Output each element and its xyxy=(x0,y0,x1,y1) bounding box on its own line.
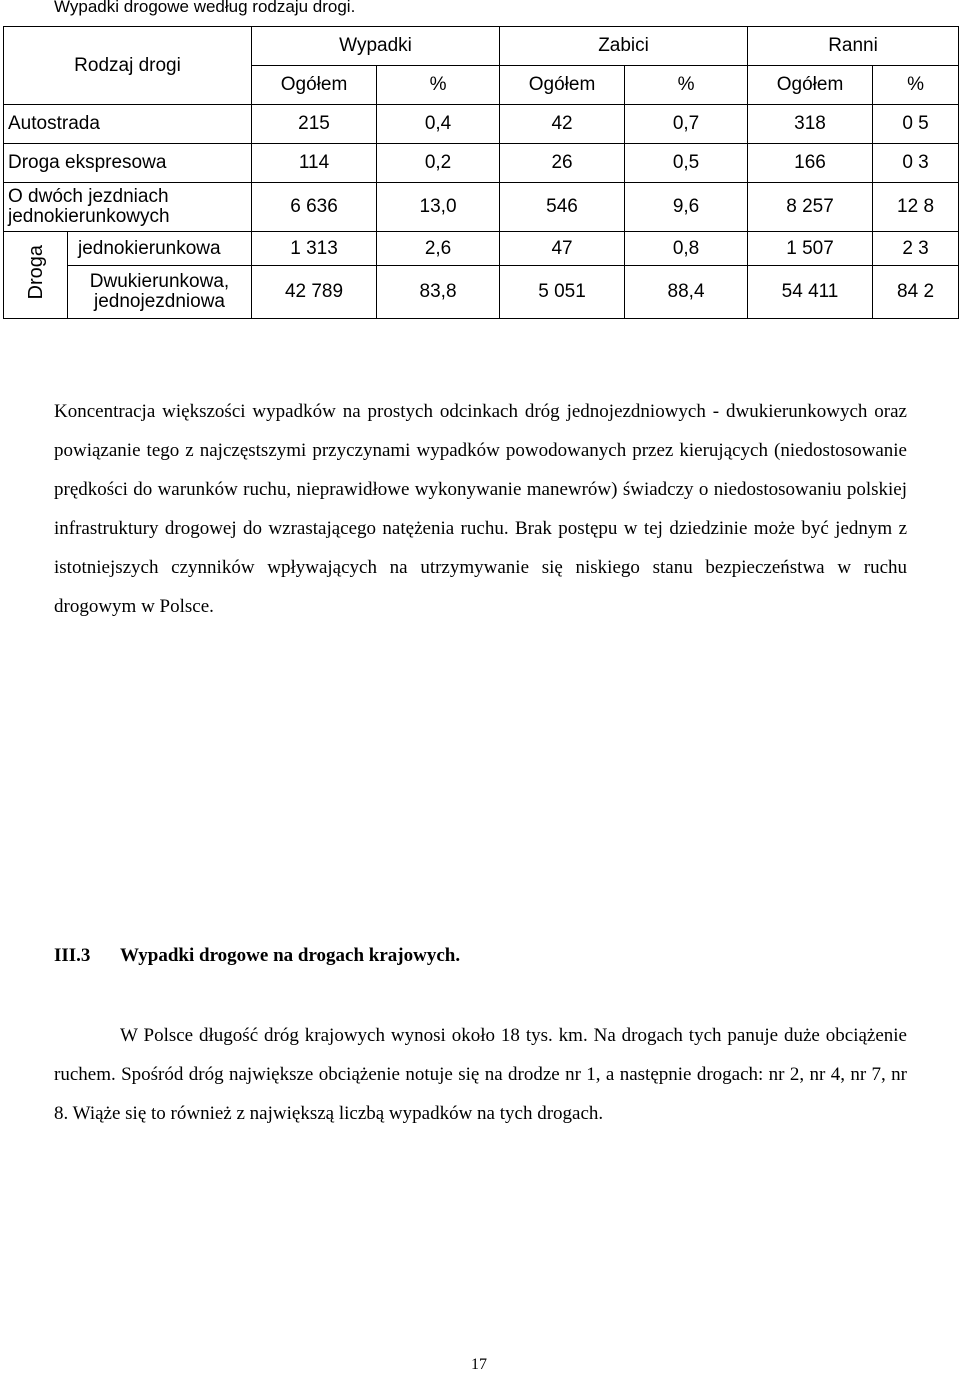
body-paragraph: W Polsce długość dróg krajowych wynosi około 18 tys. km. Na drogach tych panuje duże obciążenie ruchem. Spośród dróg największe obciążenie notuje się na drodze nr 1, a następnie drogach: nr 2, nr 4, nr 7, nr 8. Wiąże się to również z największą liczbą wypadków na tych drogach. xyxy=(54,1025,907,1124)
section-number: III.3 xyxy=(54,945,91,966)
table-cell: 83,8 xyxy=(377,266,500,319)
table-caption: Wypadki drogowe według rodzaju drogi. xyxy=(54,0,356,16)
table-cell: 12 8 xyxy=(873,183,959,232)
row-label: Autostrada xyxy=(4,105,252,144)
table-row xyxy=(4,183,959,232)
subheader: Ogółem xyxy=(252,66,377,105)
subheader: % xyxy=(625,66,748,105)
table-cell: 215 xyxy=(252,105,377,144)
table-cell: 88,4 xyxy=(625,266,748,319)
table-cell: 0,4 xyxy=(377,105,500,144)
group-header-wypadki: Wypadki xyxy=(252,27,500,66)
table-cell: 2,6 xyxy=(377,232,500,266)
table-cell: 2 3 xyxy=(873,232,959,266)
table-cell: 0,5 xyxy=(625,144,748,183)
row-label: Droga ekspresowa xyxy=(4,144,252,183)
table-cell: 47 xyxy=(500,232,625,266)
table-cell: 0 3 xyxy=(873,144,959,183)
row-label: jednokierunkowa xyxy=(68,232,252,266)
table-cell: 318 xyxy=(748,105,873,144)
group-header-ranni: Ranni xyxy=(748,27,959,66)
table-cell: 0,7 xyxy=(625,105,748,144)
table-cell: 42 xyxy=(500,105,625,144)
table-cell: 9,6 xyxy=(625,183,748,232)
table-cell: 0,2 xyxy=(377,144,500,183)
subheader: Ogółem xyxy=(500,66,625,105)
table-row xyxy=(4,266,959,319)
side-label-cell xyxy=(4,232,68,319)
page-number: 17 xyxy=(471,1356,487,1373)
corner-header: Rodzaj drogi xyxy=(4,27,252,105)
subheader: Ogółem xyxy=(748,66,873,105)
table-cell: 166 xyxy=(748,144,873,183)
table-cell: 1 507 xyxy=(748,232,873,266)
table-cell: 0,8 xyxy=(625,232,748,266)
table-cell: 8 257 xyxy=(748,183,873,232)
table-cell: 5 051 xyxy=(500,266,625,319)
row-label: O dwóch jezdniach jednokierunkowych xyxy=(4,183,252,232)
table-cell: 1 313 xyxy=(252,232,377,266)
table-cell: 54 411 xyxy=(748,266,873,319)
table-cell: 42 789 xyxy=(252,266,377,319)
group-header-zabici: Zabici xyxy=(500,27,748,66)
table-cell: 546 xyxy=(500,183,625,232)
side-label: Droga xyxy=(24,245,47,300)
table-cell: 84 2 xyxy=(873,266,959,319)
section-title: Wypadki drogowe na drogach krajowych. xyxy=(120,945,461,966)
table-row xyxy=(4,144,959,183)
row-label: Dwukierunkowa, jednojezdniowa xyxy=(68,266,252,319)
subheader: % xyxy=(873,66,959,105)
table-cell: 26 xyxy=(500,144,625,183)
body-paragraph: Koncentracja większości wypadków na prostych odcinkach dróg jednojezdniowych - dwukierunkowych oraz powiązanie tego z najczęstszymi przyczynami wypadków powodowanych przez kierujących (niedostosowanie prędkości do warunków ruchu, nieprawidłowe wykonywanie manewrów) świadczy o niedostosowaniu polskiej infrastruktury drogowej do wzrastającego natężenia ruchu. Brak postępu w tej dziedzinie może być jednym z istotniejszych czynników wpływających na utrzymywanie się niskiego stanu bezpieczeństwa w ruchu drogowym w Polsce. xyxy=(54,401,907,617)
subheader: % xyxy=(377,66,500,105)
section-heading xyxy=(54,945,460,967)
table-cell: 114 xyxy=(252,144,377,183)
table-cell: 0 5 xyxy=(873,105,959,144)
table-row xyxy=(4,105,959,144)
accidents-table xyxy=(3,26,959,319)
table-cell: 13,0 xyxy=(377,183,500,232)
table-cell: 6 636 xyxy=(252,183,377,232)
table-row xyxy=(4,232,959,266)
